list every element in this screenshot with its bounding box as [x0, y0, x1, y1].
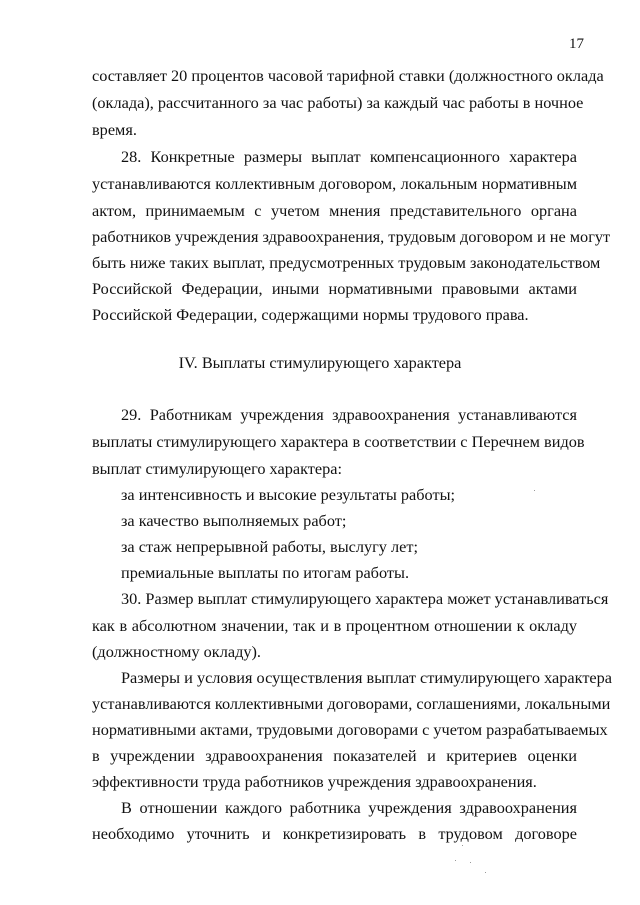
- text-line: устанавливаются коллективным договором, локальным нормативным: [92, 174, 577, 193]
- text-line: Российской Федерации, иными нормативными правовыми актами: [92, 279, 577, 298]
- text-line: работников учреждения здравоохранения, трудовым договором и не могут: [92, 227, 611, 246]
- list-item: за стаж непрерывной работы, выслугу лет;: [121, 537, 419, 556]
- text-line: Российской Федерации, содержащими нормы трудового права.: [92, 305, 529, 324]
- text-line: время.: [92, 120, 137, 139]
- text-line: выплат стимулирующего характера:: [92, 459, 342, 478]
- text-line: В отношении каждого работника учреждения здравоохранения: [121, 798, 577, 817]
- scan-speck: [462, 845, 463, 846]
- text-line: 30. Размер выплат стимулирующего характера может устанавливаться: [121, 589, 609, 608]
- text-line: необходимо уточнить и конкретизировать в трудовом договоре: [92, 824, 577, 843]
- text-line: (оклада), рассчитанного за час работы) за каждый час работы в ночное: [92, 93, 584, 112]
- list-item: за интенсивность и высокие результаты работы;: [121, 485, 456, 504]
- text-line: как в абсолютном значении, так и в процентном отношении к окладу: [92, 616, 577, 635]
- scan-speck: [485, 872, 486, 873]
- text-line: 29. Работникам учреждения здравоохранения устанавливаются: [121, 405, 577, 424]
- text-line: актом, принимаемым с учетом мнения представительного органа: [92, 201, 577, 220]
- text-line: (должностному окладу).: [92, 642, 261, 661]
- scan-speck: [534, 490, 535, 491]
- text-line: в учреждении здравоохранения показателей и критериев оценки: [92, 746, 577, 765]
- text-line: 28. Конкретные размеры выплат компенсационного характера: [121, 147, 577, 166]
- text-line: составляет 20 процентов часовой тарифной ставки (должностного оклада: [92, 66, 604, 85]
- text-line: нормативными актами, трудовыми договорами с учетом разрабатываемых: [92, 720, 608, 739]
- scan-speck: [455, 860, 456, 861]
- text-line: устанавливаются коллективными договорами, соглашениями, локальными: [92, 694, 611, 713]
- list-item: премиальные выплаты по итогам работы.: [121, 563, 410, 582]
- text-line: быть ниже таких выплат, предусмотренных трудовым законодательством: [92, 253, 601, 272]
- list-item: за качество выполняемых работ;: [121, 511, 347, 530]
- section-heading: IV. Выплаты стимулирующего характера: [178, 353, 462, 372]
- text-line: эффективности труда работников учреждения здравоохранения.: [92, 772, 537, 791]
- text-line: выплаты стимулирующего характера в соответствии с Перечнем видов: [92, 432, 585, 451]
- page-number: 17: [569, 36, 584, 52]
- scan-speck: [470, 862, 471, 863]
- text-line: Размеры и условия осуществления выплат стимулирующего характера: [121, 668, 613, 687]
